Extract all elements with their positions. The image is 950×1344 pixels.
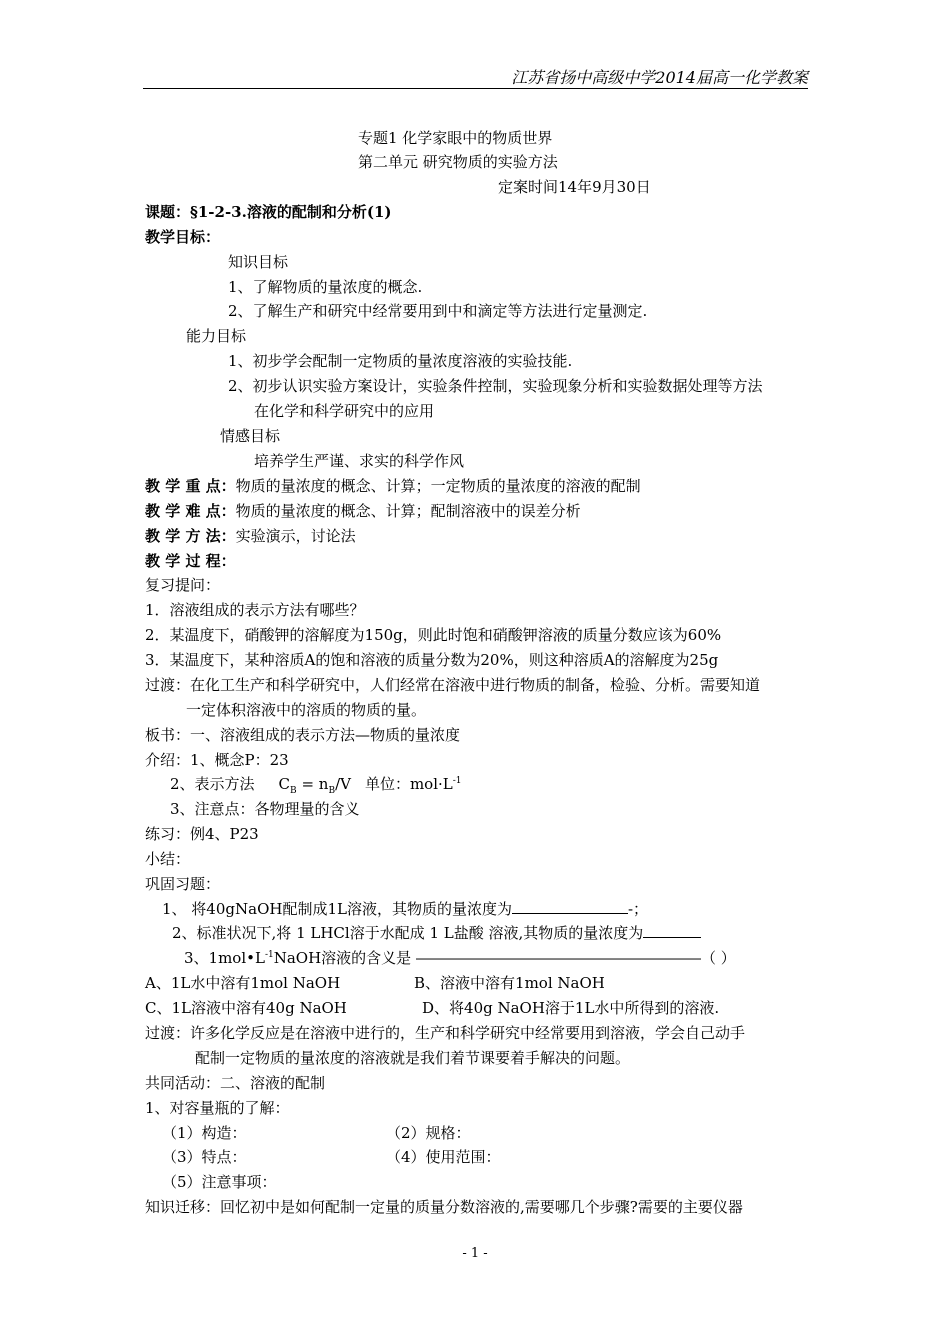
intro-line1: 介绍：1、概念P：23 xyxy=(145,751,289,769)
header-rule xyxy=(143,88,808,89)
topic-value: §1-2-3.溶液的配制和分析(1) xyxy=(190,203,392,221)
flask-item-3: （3）特点： xyxy=(162,1148,247,1166)
intro-line3: 3、注意点：各物理量的含义 xyxy=(170,800,360,818)
answer-blank-1[interactable] xyxy=(512,899,628,914)
option-a: A、1L水中溶有1mol NaOH xyxy=(145,974,341,992)
transition2-line1: 过渡：许多化学反应是在溶液中进行的，生产和科学研究中经常要用到溶液，学会自己动手 xyxy=(145,1024,746,1042)
title-line1: 专题1 化学家眼中的物质世界 xyxy=(358,129,553,147)
consolidation-title: 巩固习题： xyxy=(145,875,221,893)
knowledge-title: 知识目标 xyxy=(228,253,289,271)
question-3-post: NaOH溶液的含义是 ―――――――――――――――――――（ ） xyxy=(273,949,736,967)
difficulties-label: 教 学 难 点： xyxy=(145,502,236,520)
question-1 xyxy=(162,898,648,920)
topic xyxy=(145,201,391,223)
review-title: 复习提问： xyxy=(145,576,221,594)
option-b: B、溶液中溶有1mol NaOH xyxy=(414,974,605,992)
transition1-line2: 一定体积溶液中的溶质的物质的量。 xyxy=(186,701,427,719)
question-3 xyxy=(184,947,736,969)
unit-label: 单位：mol·L xyxy=(364,775,453,793)
flask-item-2: （2）规格： xyxy=(386,1124,471,1142)
answer-blank-2[interactable] xyxy=(643,923,701,938)
formula-label: 2、表示方法 xyxy=(170,775,255,793)
formula-c: C xyxy=(278,775,291,793)
knowledge-item-2: 2、了解生产和研究中经常要用到中和滴定等方法进行定量测定. xyxy=(228,302,648,320)
key-points xyxy=(145,475,641,497)
methods-label: 教 学 方 法： xyxy=(145,527,236,545)
review-item-3: 3．某温度下，某种溶质A的饱和溶液的质量分数为20%，则这种溶质A的溶解度为25g xyxy=(145,651,719,669)
difficulties-value: 物质的量浓度的概念、计算；配制溶液中的误差分析 xyxy=(235,502,581,520)
key-points-label: 教 学 重 点： xyxy=(145,477,236,495)
process-label: 教 学 过 程： xyxy=(145,552,236,570)
review-item-2: 2．某温度下，硝酸钾的溶解度为150g，则此时饱和硝酸钾溶液的质量分数应该为60% xyxy=(145,626,722,644)
difficulties xyxy=(145,500,581,522)
question-2 xyxy=(172,922,701,944)
transition2-line2: 配制一定物质的量浓度的溶液就是我们着节课要着手解决的问题。 xyxy=(195,1049,631,1067)
option-c: C、1L溶液中溶有40g NaOH xyxy=(145,999,347,1017)
flask-title: 1、对容量瓶的了解： xyxy=(145,1099,290,1117)
question-1-tail: -； xyxy=(627,900,649,918)
intro-formula xyxy=(170,773,462,795)
question-2-text: 2、标准状况下,将 1 LHCl溶于水配成 1 L盐酸 溶液,其物质的量浓度为 xyxy=(172,924,644,942)
page-number: - 1 - xyxy=(462,1246,488,1261)
methods xyxy=(145,525,356,547)
unit-exp: -1 xyxy=(452,776,462,786)
page-header: 江苏省扬中高级中学2014届高一化学教案 xyxy=(511,68,808,87)
knowledge-transfer: 知识迁移：回忆初中是如何配制一定量的质量分数溶液的,需要哪几个步骤?需要的主要仪器 xyxy=(145,1198,743,1216)
title-date: 定案时间14年9月30日 xyxy=(498,178,651,196)
transition1-line1: 过渡：在化工生产和科学研究中，人们经常在溶液中进行物质的制备，检验、分析。需要知道 xyxy=(145,676,761,694)
topic-label: 课题： xyxy=(145,203,191,221)
formula-sub-b2: B xyxy=(328,786,336,796)
question-3-exp: -1 xyxy=(264,950,274,960)
formula-v: /V xyxy=(335,775,351,793)
title-line2: 第二单元 研究物质的实验方法 xyxy=(358,153,558,171)
activity: 共同活动：二、溶液的配制 xyxy=(145,1074,326,1092)
formula-sub-b1: B xyxy=(290,786,297,796)
knowledge-item-1: 1、了解物质的量浓度的概念. xyxy=(228,278,423,296)
flask-item-1: （1）构造： xyxy=(162,1124,247,1142)
flask-item-4: （4）使用范围： xyxy=(386,1148,501,1166)
methods-value: 实验演示，讨论法 xyxy=(235,527,356,545)
practice: 练习：例4、P23 xyxy=(145,825,259,843)
formula-eq: = n xyxy=(301,775,329,793)
emotion-title: 情感目标 xyxy=(220,427,281,445)
question-1-text: 1、 将40gNaOH配制成1L溶液，其物质的量浓度为 xyxy=(162,900,512,918)
board-note: 板书：一、溶液组成的表示方法—物质的量浓度 xyxy=(145,726,461,744)
ability-item-2-cont: 在化学和科学研究中的应用 xyxy=(254,402,435,420)
option-d: D、将40g NaOH溶于1L水中所得到的溶液. xyxy=(422,999,720,1017)
key-points-value: 物质的量浓度的概念、计算；一定物质的量浓度的溶液的配制 xyxy=(235,477,641,495)
emotion-item-1: 培养学生严谨、求实的科学作风 xyxy=(254,452,465,470)
objectives-label: 教学目标： xyxy=(145,228,221,246)
ability-item-2: 2、初步认识实验方案设计，实验条件控制，实验现象分析和实验数据处理等方法 xyxy=(228,377,763,395)
question-3-pre: 3、1mol•L xyxy=(184,949,265,967)
ability-title: 能力目标 xyxy=(186,327,247,345)
summary: 小结： xyxy=(145,850,191,868)
review-item-1: 1．溶液组成的表示方法有哪些？ xyxy=(145,601,365,619)
flask-item-5: （5）注意事项： xyxy=(162,1173,277,1191)
ability-item-1: 1、初步学会配制一定物质的量浓度溶液的实验技能. xyxy=(228,352,573,370)
